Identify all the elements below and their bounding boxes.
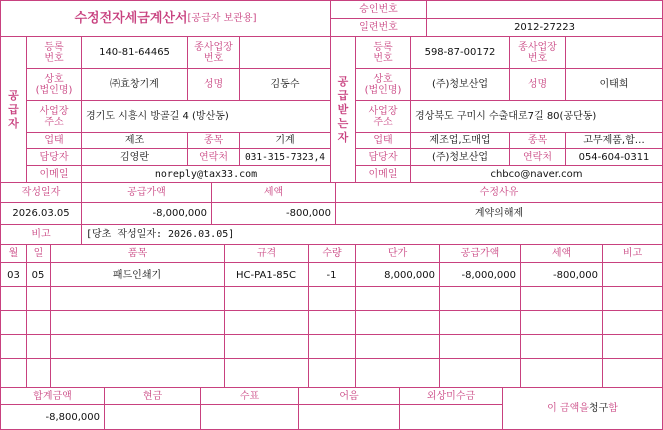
- supplier-phone: 031-315-7323,4: [239, 149, 330, 166]
- item-day: 05: [31, 269, 45, 281]
- summary-header-date: 작성일자: [1, 183, 81, 203]
- grid-cell: [355, 287, 439, 311]
- grid-cell: [1, 287, 26, 311]
- note-value: [당초 작성일자: 2026.03.05]: [81, 225, 662, 245]
- supplier-phone-label: 연락처: [187, 149, 239, 166]
- summary-reason: 계약의해제: [335, 203, 662, 225]
- buyer-email: chbco@naver.com: [410, 166, 662, 183]
- supplier-ceo-label: 성명: [187, 69, 239, 101]
- supplier-contact: 김영란: [81, 149, 187, 166]
- supplier-reg-no: 140-81-64465: [81, 37, 187, 69]
- grid-cell: [308, 359, 355, 387]
- grid-cell: [355, 359, 439, 387]
- buyer-ceo-label: 성명: [509, 69, 565, 101]
- items-header-tax: 세액: [520, 245, 602, 263]
- grid-cell: [520, 359, 602, 387]
- approval-value: [426, 1, 662, 19]
- buyer-name-label: 상호 (법인명): [355, 69, 410, 101]
- buyer-contact-label: 담당자: [355, 149, 410, 166]
- buyer-contact: (주)청보산업: [410, 149, 509, 166]
- grid-cell: [26, 335, 50, 359]
- grid-cell: [308, 311, 355, 335]
- totals-header-cash: 현금: [104, 387, 200, 405]
- summary-header-supply: 공급가액: [81, 183, 211, 203]
- grid-cell: [1, 335, 26, 359]
- supplier-name-label: 상호 (법인명): [26, 69, 81, 101]
- items-header-month: 월: [1, 245, 26, 263]
- grid-cell: [602, 359, 662, 387]
- item-name: 패드인쇄기: [112, 269, 162, 281]
- supplier-reg-label: 등록 번호: [26, 37, 81, 69]
- totals-header-bill: 어음: [298, 387, 399, 405]
- totals-header-check: 수표: [200, 387, 298, 405]
- grid-cell: [224, 335, 308, 359]
- grid-cell: [439, 335, 520, 359]
- summary-date: 2026.03.05: [1, 203, 81, 225]
- buyer-biz-label: 업태: [355, 133, 410, 149]
- summary-header-tax: 세액: [211, 183, 335, 203]
- buyer-reg-no: 598-87-00172: [410, 37, 509, 69]
- grid-cell: [26, 287, 50, 311]
- summary-tax: -800,000: [211, 203, 335, 225]
- items-header-qty: 수량: [308, 245, 355, 263]
- item-note: [602, 263, 662, 287]
- title-main: 수정전자세금계산서: [74, 11, 188, 26]
- grid-cell: [308, 335, 355, 359]
- grid-cell: [50, 311, 224, 335]
- supplier-contact-label: 담당자: [26, 149, 81, 166]
- grid-cell: [26, 311, 50, 335]
- grid-cell: [50, 287, 224, 311]
- item-qty: -1: [326, 269, 337, 281]
- items-header-day: 일: [26, 245, 50, 263]
- grid-cell: [26, 359, 50, 387]
- totals-total: -8,800,000: [45, 411, 100, 423]
- claim-prefix: 이 금액을: [547, 403, 589, 414]
- grid-cell: [439, 311, 520, 335]
- buyer-side-label: 공 급 받 는 자: [330, 37, 355, 183]
- supplier-email-label: 이메일: [26, 166, 81, 183]
- grid-cell: [308, 287, 355, 311]
- buyer-sub-no: [565, 37, 662, 69]
- buyer-sub-label: 종사업장 번호: [509, 37, 565, 69]
- buyer-name: (주)청보산업: [410, 69, 509, 101]
- grid-cell: [355, 335, 439, 359]
- buyer-phone: 054-604-0311: [565, 149, 662, 166]
- grid-cell: [50, 359, 224, 387]
- approval-label: 승인번호: [330, 1, 426, 19]
- buyer-addr-label: 사업장 주소: [355, 101, 410, 133]
- grid-cell: [355, 311, 439, 335]
- item-supply: -8,000,000: [461, 269, 516, 281]
- grid-cell: [602, 311, 662, 335]
- buyer-biz: 제조업,도매업: [410, 133, 509, 149]
- item-month: 03: [7, 269, 20, 281]
- supplier-sub-label: 종사업장 번호: [187, 37, 239, 69]
- grid-cell: [520, 311, 602, 335]
- supplier-addr-label: 사업장 주소: [26, 101, 81, 133]
- item-price: 8,000,000: [384, 269, 435, 281]
- supplier-name: ㈜효창기계: [81, 69, 187, 101]
- supplier-item: 기계: [239, 133, 330, 149]
- grid-cell: [602, 335, 662, 359]
- supplier-item-label: 종목: [187, 133, 239, 149]
- totals-check: [200, 405, 298, 429]
- claim-word: 청구: [588, 403, 609, 414]
- note-label: 비고: [1, 225, 81, 245]
- grid-cell: [439, 287, 520, 311]
- supplier-addr: 경기도 시흥시 방골길 4 (방산동): [81, 101, 330, 133]
- claim-statement: [502, 387, 662, 429]
- grid-cell: [520, 335, 602, 359]
- totals-cash: [104, 405, 200, 429]
- items-header-note: 비고: [602, 245, 662, 263]
- grid-cell: [520, 287, 602, 311]
- grid-cell: [224, 359, 308, 387]
- supplier-sub-no: [239, 37, 330, 69]
- item-spec: HC-PA1-85C: [235, 269, 297, 281]
- grid-cell: [1, 359, 26, 387]
- buyer-ceo: 이태희: [565, 69, 662, 101]
- buyer-item: 고무제품,합…: [565, 133, 662, 149]
- items-header-name: 품목: [50, 245, 224, 263]
- grid-cell: [50, 335, 224, 359]
- buyer-item-label: 종목: [509, 133, 565, 149]
- supplier-side-label: 공 급 자: [1, 37, 26, 183]
- item-tax: -800,000: [553, 269, 598, 281]
- grid-cell: [602, 287, 662, 311]
- items-header-supply: 공급가액: [439, 245, 520, 263]
- claim-suffix: 함: [608, 403, 618, 414]
- supplier-biz-label: 업태: [26, 133, 81, 149]
- summary-supply: -8,000,000: [81, 203, 211, 225]
- grid-cell: [1, 311, 26, 335]
- buyer-phone-label: 연락처: [509, 149, 565, 166]
- totals-bill: [298, 405, 399, 429]
- items-header-spec: 규격: [224, 245, 308, 263]
- supplier-email: noreply@tax33.com: [81, 166, 330, 183]
- serial-label: 일련번호: [330, 19, 426, 37]
- totals-header-total: 합계금액: [1, 387, 104, 405]
- buyer-email-label: 이메일: [355, 166, 410, 183]
- buyer-reg-label: 등록 번호: [355, 37, 410, 69]
- grid-cell: [224, 287, 308, 311]
- grid-cell: [224, 311, 308, 335]
- supplier-ceo: 김동수: [239, 69, 330, 101]
- grid-cell: [439, 359, 520, 387]
- serial-value: 2012-27223: [426, 19, 662, 37]
- totals-header-credit: 외상미수금: [399, 387, 502, 405]
- items-header-price: 단가: [355, 245, 439, 263]
- title-sub: [공급자 보관용]: [187, 13, 257, 24]
- totals-credit: [399, 405, 502, 429]
- summary-header-reason: 수정사유: [335, 183, 662, 203]
- buyer-addr: 경상북도 구미시 수출대로7길 80(공단동): [410, 101, 662, 133]
- invoice-title: [1, 1, 330, 37]
- supplier-biz: 제조: [81, 133, 187, 149]
